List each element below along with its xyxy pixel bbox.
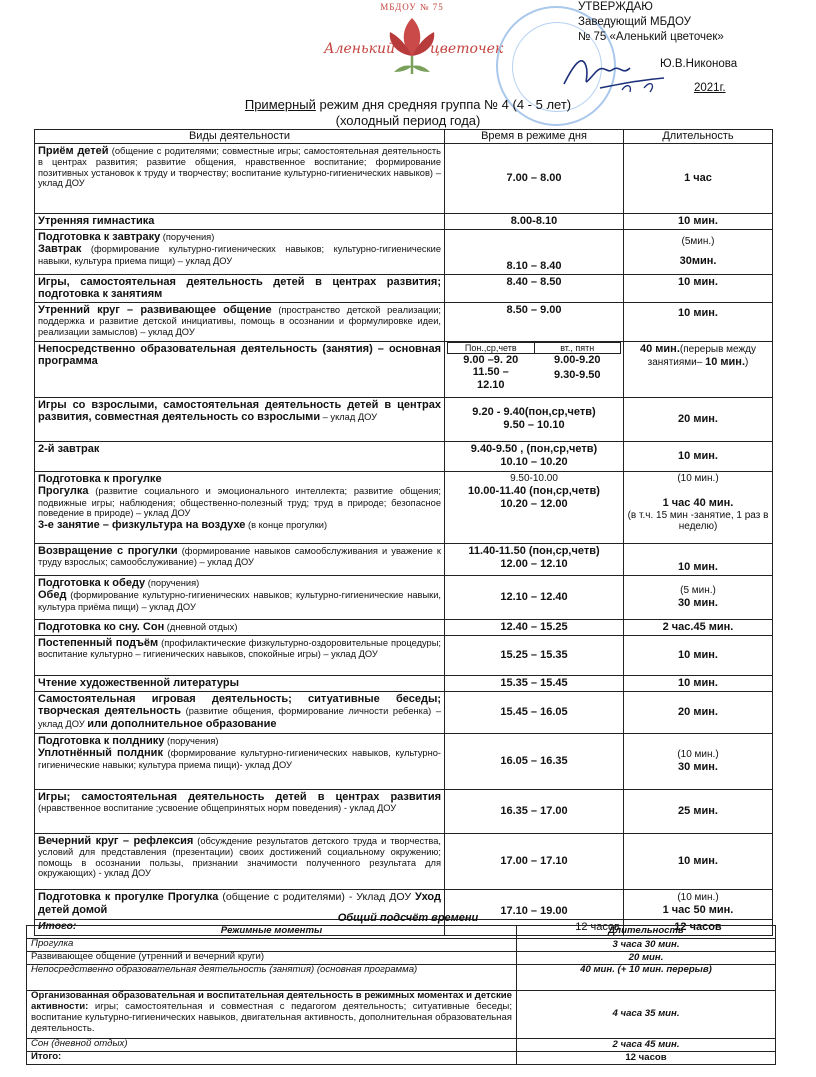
activity-title-3: или дополнительное образование bbox=[87, 717, 277, 730]
summary-row bbox=[27, 952, 776, 965]
table-row bbox=[35, 229, 773, 274]
activity-cell bbox=[35, 833, 445, 889]
activity-title-3: 3-е занятие – физкультура на воздухе bbox=[38, 518, 246, 531]
time-cell: 7.00 – 8.00 bbox=[445, 144, 624, 214]
duration-cell: 1 час bbox=[624, 144, 773, 214]
column-header: Время в режиме дня bbox=[445, 130, 624, 144]
time-b: 12.00 – 12.10 bbox=[500, 557, 568, 570]
column-header: Режимные моменты bbox=[27, 926, 517, 939]
activity-title: Подготовка к завтраку bbox=[38, 230, 161, 243]
duration-cell: 20 мин. bbox=[624, 397, 773, 441]
time-cell: 8.10 – 8.40 bbox=[445, 229, 624, 274]
activity-desc: (нравственное воспитание ;усвоение общепринятых норм поведения) - уклад ДОУ bbox=[38, 803, 397, 814]
table-row bbox=[35, 691, 773, 733]
activity-desc: (формирование культурно-гигиенических навыков, культурно-гигиенические навыки; культура приема пищи)- уклад ДОУ bbox=[38, 748, 441, 770]
activity-cell bbox=[35, 543, 445, 575]
activity-note: (в конце прогулки) bbox=[245, 519, 328, 530]
duration-cell bbox=[624, 341, 773, 397]
duration-note-end: ) bbox=[745, 356, 749, 368]
weekday-group-2: вт., пятн bbox=[534, 342, 621, 353]
table-row bbox=[35, 441, 773, 471]
group-2-times bbox=[534, 353, 621, 390]
summary-label: Итого: bbox=[27, 1052, 517, 1065]
duration-main: 1 час 50 мин. bbox=[662, 903, 734, 916]
activity-cell bbox=[35, 691, 445, 733]
table-header-row bbox=[35, 130, 773, 144]
duration-cell: 10 мин. bbox=[624, 833, 773, 889]
activity-title: Самостоятельная игровая деятельность; ситуативные беседы; творческая деятельность bbox=[38, 692, 441, 718]
summary-table bbox=[26, 925, 776, 1065]
time-b: 9.50 – 10.10 bbox=[503, 419, 565, 432]
summary-label: Развивающее общение (утренний и вечерний круги) bbox=[27, 952, 517, 965]
duration-cell bbox=[624, 733, 773, 789]
approval-heading: УТВЕРЖДАЮ bbox=[578, 1, 653, 13]
activity-note: (дневной отдых) bbox=[164, 621, 238, 632]
title-rest: режим дня средняя группа № 4 (4 - 5 лет) bbox=[315, 97, 572, 112]
activity-desc: – уклад ДОУ bbox=[320, 412, 378, 423]
activity-title: Игры, самостоятельная деятельность детей в центрах развития; подготовка к занятиям bbox=[38, 275, 441, 301]
time-cell: 12.40 – 15.25 bbox=[445, 619, 624, 635]
duration-note: (перерыв между занятиями– bbox=[647, 343, 757, 368]
approval-position: Заведующий МБДОУ bbox=[578, 15, 691, 28]
activity-title: Подготовка к прогулке bbox=[38, 472, 162, 485]
activity-title: Утренняя гимнастика bbox=[38, 215, 155, 227]
summary-value: 2 часа 45 мин. bbox=[517, 1039, 776, 1052]
activity-desc: (общение с родителями; совместные игры; самостоятельная деятельность в центрах развития; развитие общения, нравственное воспитание; формирование позитивных установок к труду и творчеству; воспитание культурно-гигиенических навыков) – уклад ДОУ bbox=[38, 146, 441, 189]
table-row bbox=[35, 341, 773, 397]
summary-row bbox=[27, 939, 776, 952]
duration-main: 1 час 40 мин. bbox=[662, 496, 734, 509]
weekday-split bbox=[447, 342, 621, 391]
duration-cell: 10 мин. bbox=[624, 274, 773, 302]
activity-note: (поручения) bbox=[145, 577, 200, 588]
time-a: 11.40-11.50 (пон,ср,четв) bbox=[468, 544, 600, 557]
activity-desc: (общение с родителями) - Уклад ДОУ bbox=[218, 890, 416, 903]
time-cell: 15.35 – 15.45 bbox=[445, 675, 624, 691]
activity-cell bbox=[35, 471, 445, 543]
summary-total-row bbox=[27, 1052, 776, 1065]
summary-row bbox=[27, 965, 776, 991]
summary-label: Непосредственно образовательная деятельность (занятия) (основная программа) bbox=[27, 965, 517, 991]
duration-cell bbox=[624, 575, 773, 619]
duration-note-bold: 10 мин. bbox=[705, 355, 746, 368]
time-a: 9.20 - 9.40(пон,ср,четв) bbox=[472, 406, 596, 419]
time-a: 9.40-9.50 , (пон,ср,четв) bbox=[470, 443, 598, 456]
activity-cell bbox=[35, 789, 445, 833]
activity-title: Утренний круг – развивающее общение bbox=[38, 303, 272, 316]
approval-year: 2021г. bbox=[694, 82, 726, 94]
summary-value: 12 часов bbox=[517, 1052, 776, 1065]
time-b: 10.10 – 10.20 bbox=[500, 456, 568, 469]
time-cell: 8.50 – 9.00 bbox=[445, 302, 624, 341]
activity-note: (поручения) bbox=[164, 735, 219, 746]
duration-cell bbox=[624, 229, 773, 274]
time-cell bbox=[445, 543, 624, 575]
table-row bbox=[35, 833, 773, 889]
duration-note: (в т.ч. 15 мин -занятие, 1 раз в неделю) bbox=[627, 509, 769, 533]
duration-main: 40 мин. bbox=[639, 342, 680, 355]
table-row bbox=[35, 543, 773, 575]
summary-row bbox=[27, 1039, 776, 1052]
column-header: Виды деятельности bbox=[35, 130, 445, 144]
duration-cell bbox=[624, 471, 773, 543]
duration-main: 30 мин. bbox=[678, 596, 718, 609]
table-row bbox=[35, 619, 773, 635]
group-1-time-a: 9.00 –9. 20 bbox=[463, 353, 519, 366]
activity-title-2: Прогулка bbox=[38, 485, 89, 498]
column-header: Длительность bbox=[624, 130, 773, 144]
table-row bbox=[35, 575, 773, 619]
activity-cell bbox=[35, 675, 445, 691]
activity-title: Подготовка ко сну. Сон bbox=[38, 620, 165, 633]
activity-desc: (формирование культурно-гигиенических навыков; культурно-гигиенические навыки, культура приема пищи) – уклад ДОУ bbox=[38, 244, 441, 266]
duration-cell: 10 мин. bbox=[624, 543, 773, 575]
duration-cell: 25 мин. bbox=[624, 789, 773, 833]
activity-title: Приём детей bbox=[38, 145, 109, 157]
schedule-table bbox=[34, 129, 773, 936]
summary-value: 40 мин. (+ 10 мин. перерыв) bbox=[517, 965, 776, 991]
time-cell: 15.25 – 15.35 bbox=[445, 635, 624, 675]
total-label: Итого: bbox=[35, 919, 445, 935]
document-subtitle: (холодный период года) bbox=[335, 113, 481, 128]
summary-value: 20 мин. bbox=[517, 952, 776, 965]
time-cell bbox=[445, 341, 624, 397]
weekday-group-1: Пон.,ср,четв bbox=[448, 342, 535, 353]
time-cell bbox=[445, 441, 624, 471]
table-row bbox=[35, 675, 773, 691]
approval-org: № 75 «Аленький цветочек» bbox=[578, 30, 724, 43]
group-2-time-a: 9.00-9.20 bbox=[554, 353, 601, 366]
logo-word-2: цветочек bbox=[430, 41, 504, 57]
activity-title-2: Обед bbox=[38, 589, 67, 602]
activity-title: Подготовка к полднику bbox=[38, 734, 165, 747]
activity-title: Игры со взрослыми, самостоятельная деятельность детей в центрах развития, совместная деятельность со взрослыми bbox=[38, 398, 441, 424]
activity-title: Игры; самостоятельная деятельность детей в центрах развития bbox=[38, 790, 441, 803]
total-duration: 12 часов bbox=[624, 919, 773, 935]
activity-desc: (формирование культурно-гигиенических навыков; культурно-гигиенические навыки, культура приёма пищи) – уклад ДОУ bbox=[38, 590, 441, 612]
duration-prep: (5 мин.) bbox=[680, 584, 716, 596]
duration-prep: (5мин.) bbox=[681, 235, 715, 247]
activity-desc: (пространство детской реализации; поддержка и развитие детской инициативы, помощь в осознании и формулировке идеи, реализации замыслов) – уклад ДОУ bbox=[38, 304, 441, 337]
duration-cell: 2 час.45 мин. bbox=[624, 619, 773, 635]
activity-cell bbox=[35, 214, 445, 230]
activity-title: Вечерний круг – рефлексия bbox=[38, 834, 194, 847]
activity-title: Подготовка к прогулке Прогулка bbox=[38, 890, 219, 903]
summary-title: Общий подсчёт времени bbox=[337, 912, 479, 924]
duration-prep: (10 мин.) bbox=[677, 748, 719, 760]
activity-desc: (развитие общения, формирование личности ребенка) – уклад ДОУ bbox=[38, 706, 441, 729]
time-b: 10.20 – 12.00 bbox=[500, 497, 568, 510]
duration-main: 30 мин. bbox=[678, 760, 718, 773]
activity-cell bbox=[35, 302, 445, 341]
document-title bbox=[0, 98, 816, 113]
table-row bbox=[35, 274, 773, 302]
time-cell: 12.10 – 12.40 bbox=[445, 575, 624, 619]
duration-cell: 10 мин. bbox=[624, 214, 773, 230]
table-row bbox=[35, 397, 773, 441]
activity-title: Возвращение с прогулки bbox=[38, 544, 178, 557]
time-cell: 17.00 – 17.10 bbox=[445, 833, 624, 889]
activity-title: Непосредственно образовательная деятельность (занятия) – основная программа bbox=[38, 342, 441, 368]
duration-prep: (10 мин.) bbox=[677, 472, 719, 484]
duration-cell: 10 мин. bbox=[624, 302, 773, 341]
table-row bbox=[35, 144, 773, 214]
duration-main: 30мин. bbox=[679, 255, 717, 268]
summary-label-rest: игры; самостоятельная и совместная с педагогом деятельность; ситуативные беседы; воспитание культурно-гигиенических навыков, двигательная активность, дополнительная образовательная деятельность. bbox=[31, 1000, 512, 1034]
activity-cell bbox=[35, 341, 445, 397]
group-1-times bbox=[448, 353, 535, 390]
table-row bbox=[35, 471, 773, 543]
table-row bbox=[35, 733, 773, 789]
table-row bbox=[35, 302, 773, 341]
activity-title-2: Уплотнённый полдник bbox=[38, 747, 163, 760]
time-cell: 16.35 – 17.00 bbox=[445, 789, 624, 833]
time-cell: 8.40 – 8.50 bbox=[445, 274, 624, 302]
group-2-time-b: 9.30-9.50 bbox=[554, 369, 601, 382]
activity-cell bbox=[35, 441, 445, 471]
summary-row bbox=[27, 991, 776, 1039]
logo-word-1: Аленький bbox=[324, 41, 396, 57]
time-cell: 8.00-8.10 bbox=[445, 214, 624, 230]
logo-arc-text: МБДОУ № 75 bbox=[380, 2, 444, 12]
duration-cell: 20 мин. bbox=[624, 691, 773, 733]
activity-title-2: Завтрак bbox=[38, 243, 82, 256]
activity-cell bbox=[35, 229, 445, 274]
activity-cell bbox=[35, 619, 445, 635]
activity-desc: (формирование навыков самообслуживания и уважение к труду взрослых; самообслуживание) – уклад ДОУ bbox=[38, 545, 441, 568]
summary-label-bold: Организованная образовательная и воспитательная деятельность в режимных моментах и детские активности: bbox=[31, 990, 512, 1012]
group-1-time-c: 12.10 bbox=[476, 378, 505, 391]
table-row bbox=[35, 214, 773, 230]
total-time: 12 часов bbox=[445, 919, 624, 935]
duration-cell: 10 мин. bbox=[624, 675, 773, 691]
summary-value: 4 часа 35 мин. bbox=[517, 991, 776, 1039]
activity-title: Чтение художественной литературы bbox=[38, 676, 239, 689]
activity-cell bbox=[35, 144, 445, 214]
duration-prep: (10 мин.) bbox=[677, 891, 719, 903]
signature-icon bbox=[560, 44, 670, 100]
summary-label: Сон (дневной отдых) bbox=[27, 1039, 517, 1052]
kindergarten-logo bbox=[322, 2, 502, 80]
column-header: Длительность bbox=[517, 926, 776, 939]
activity-cell bbox=[35, 575, 445, 619]
table-row bbox=[35, 635, 773, 675]
time-a: 10.00-11.40 (пон,ср,четв) bbox=[468, 484, 600, 497]
time-cell: 16.05 – 16.35 bbox=[445, 733, 624, 789]
summary-label: Прогулка bbox=[27, 939, 517, 952]
title-underlined-word: Примерный bbox=[244, 97, 316, 112]
duration-cell: 10 мин. bbox=[624, 635, 773, 675]
activity-note: (поручения) bbox=[160, 231, 215, 242]
summary-header-row bbox=[27, 926, 776, 939]
activity-desc: (обсуждение результатов детского труда и творчества, условий для представления (презентации) своих достижений социальному окружению; помощь в осознании пользы, признании значимости полученного результата для окружающих) - уклад ДОУ bbox=[38, 835, 441, 879]
table-row bbox=[35, 789, 773, 833]
activity-desc: (развитие социального и эмоционального интеллекта; развитие общения; подвижные игры; наблюдения; общественно-полезный труд; труд в природе; безопасное поведение в природе) – уклад ДОУ bbox=[38, 486, 441, 519]
group-1-time-b: 11.50 – bbox=[472, 366, 509, 379]
summary-label bbox=[27, 991, 517, 1039]
activity-cell bbox=[35, 274, 445, 302]
time-cell: 15.45 – 16.05 bbox=[445, 691, 624, 733]
duration-cell: 10 мин. bbox=[624, 441, 773, 471]
time-prep: 9.50-10.00 bbox=[510, 472, 558, 484]
summary-value: 3 часа 30 мин. bbox=[517, 939, 776, 952]
time-cell: 17.10 – 19.00 bbox=[445, 889, 624, 919]
activity-title: 2-й завтрак bbox=[38, 442, 100, 455]
activity-title: Подготовка к обеду bbox=[38, 576, 146, 589]
time-cell bbox=[445, 397, 624, 441]
signer-name: Ю.В.Никонова bbox=[660, 58, 738, 70]
activity-title: Постепенный подъём bbox=[38, 636, 159, 649]
activity-cell bbox=[35, 397, 445, 441]
activity-cell bbox=[35, 733, 445, 789]
approval-block bbox=[578, 0, 808, 45]
time-cell bbox=[445, 471, 624, 543]
activity-desc: (профилактические физкультурно-оздоровительные процедуры; воспитание культурно – гигиенических навыков, спокойные игры) – уклад ДОУ bbox=[38, 637, 441, 660]
activity-title-3: Уход детей домой bbox=[38, 890, 441, 916]
activity-cell bbox=[35, 635, 445, 675]
